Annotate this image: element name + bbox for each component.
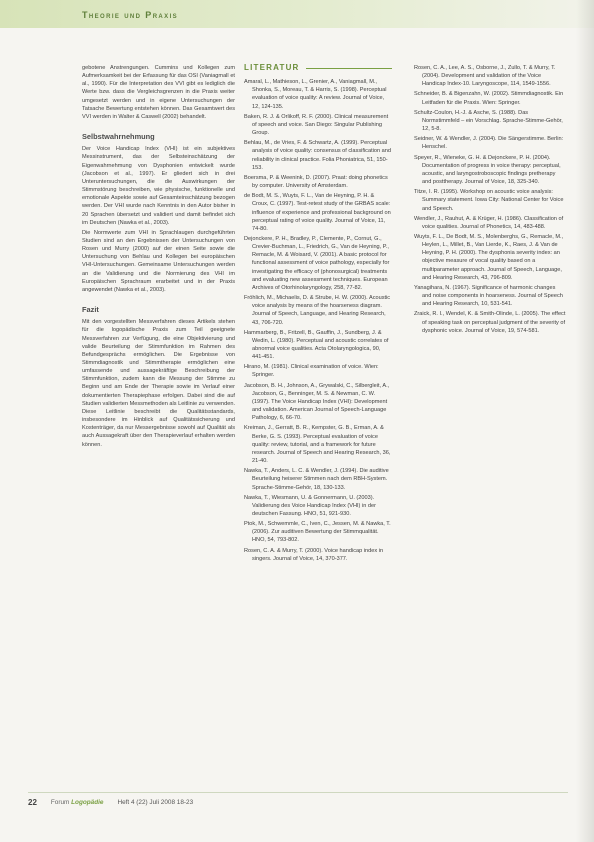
reference-entry: Boersma, P. & Weenink, D. (2007). Praat: doing phonetics by computer. University of Amsterdam. — [244, 174, 388, 190]
reference-entry: Fröhlich, M., Michaelis, D. & Strube, H. W. (2000). Acoustic voice analysis by means of the hoarseness diagram. Journal of Speech, Language, and Hearing Research, 43, 706-720. — [244, 295, 391, 326]
reference-entry: Yanagihara, N. (1967). Significance of harmonic changes and noise components in hoarseness. Journal of Speech and Hearing Research, 10, 531-541. — [414, 284, 563, 308]
journal-logo: Logopädie — [71, 798, 104, 806]
literatur-rule — [306, 68, 392, 69]
reference-entry: Nawka, T., Wiesmann, U. & Gonnermann, U. (2003). Validierung des Voice Handicap Index (VHI) in der deutschen Fassung. HNO, 51, 921-930. — [244, 494, 376, 517]
reference-entry: Behlau, M., de Vries, F. & Schwartz, A. (1999). Perceptual analysis of voice quality: consensus of classification and reliability in clinical practice. Folia Phoniatrica, 51, 150-153. — [244, 140, 391, 171]
reference-entry: Baken, R. J. & Orlikoff, R. F. (2000). Clinical measurement of speech and voice. San Diego: Singular Publishing Group. — [244, 113, 389, 137]
intro-paragraph: gebotene Anstrengungen. Cummins und Kollegen zum Aufmerksamkeit bei der Erfassung für das OSI (Vaniagmall et al., 1990). Für die Interpretation des VVI gibt es lediglich die Werte bzw. dass die Vergleichsgrenzen in die Praxis weiter umgesetzt werden und in eigene Untersuchungen der Tatsache Bewertung entstehen können. Das Gesamtwert des VVI werden in Walter & Caswell (2002) behandelt. — [82, 65, 235, 120]
paragraph-vhi: Der Voice Handicap Index (VHI) ist ein subjektives Messinstrument, das der Selbsteinschätzung der Eigenwahrnehmung von Dysphonien entwickelt wurde (Jacobson et al., 1997). Er gliedert sich in drei Unteruntersuchungen, die die Auswirkungen der Stimmstörung beschreiben, wie physische, funktionelle und emotionale Aspekte sowie auf Gesamteinschätzung bezogen werden. Der VHI wurde nach Kenntnis in den Autor bisher in 20 Sprachen übersetzt und validiert und damit befindet sich im Deutschen (Nawka et al., 2003). — [82, 146, 235, 226]
reference-entry: Schneider, B. & Bigenzahn, W. (2002). Stimmdiagnostik. Ein Leitfaden für die Praxis. Wien: Springer. — [414, 91, 564, 106]
left-column — [82, 64, 235, 451]
reference-entry: Dejonckere, P. H., Bradley, P., Clemente, P., Cornut, G., Crevier-Buchman, L., Friedrich, G., Van de Heyning, P., Remacle, M. & Woisard, V. (2001). A basic protocol for functional assessment of voice pathology, especially for investigating the efficacy of (phonosurgical) treatments and evaluating new assessment techniques. European Archives of Otorhinolaryngology, 258, 77-82. — [244, 235, 390, 291]
reference-entry: Kreiman, J., Gerratt, B. R., Kempster, G. B., Erman, A. & Berke, G. S. (1993). Perceptual evaluation of voice quality: review, tutorial, and a framework for future research. Journal of Speech and Hearing Research, 36, 21-40. — [244, 425, 391, 465]
reference-entry: Rosen, C. A., Lee, A. S., Osborne, J., Zullo, T. & Murry, T. (2004). Development and validation of the Voice Handicap Index-10. Laryngoscope, 114, 1549-1556. — [414, 65, 556, 88]
reference-entry: Rosen, C. A. & Murry, T. (2000). Voice handicap index in singers. Journal of Voice, 14, 370-377. — [244, 547, 384, 562]
paragraph-normwerte: Die Normwerte zum VHI in Sprachlaugen durchgeführten Studien sind an den Ergebnissen der Untersuchungen von Rosen und Murry (2000) auf der einen Seite sowie die Untersuchung von Behlau und Kollegen bei europäischen VHI-Untersuchungen. Gemeinsame Untersuchungen werden an die Validierung und die Normierung des VHI im Europäischen Sprachraum erarbeitet und in der Praxis angewendet (Nawka et al., 2003). — [82, 229, 235, 293]
reference-list-middle — [244, 78, 392, 563]
reference-entry: Speyer, R., Wieneke, G. H. & Dejonckere, P. H. (2004). Documentation of progress in voice therapy: perceptual, acoustic, and laryngostroboscopic findings pretherapy and posttherapy. Journal of Voice, 18, 325-340. — [414, 154, 561, 186]
paragraph-fazit: Mit den vorgestellten Messverfahren dieses Artikels stehen für die logopädische Praxis zum Teil geeignete Messverfahren zur Verfügung, die eine Objektivierung und valide Beurteilung der Stimmfunktion im Rahmen des Befundgesprächs ermöglichen. Die Ergebnisse von Stimmdiagnostik und Stimmtherapie ermöglichen eine umfassende und aussagekräftige Beschreibung der Stimmfunktion, zudem kann die Messung der Stimme zu Beginn und am Ende der Therapie sowie im Verlauf einer dokumentierten Therapiephase erfolgen. Dabei sind die auf Studien validierten Messmethoden als Leitlinie zu verwenden. Diese Leitlinie beschreibt die Qualitätsstandards, insbesondere im Hinblick auf Qualitätssicherung und Kostenträger, da nur Messergebnisse sowohl auf Qualität als auch Aussagekraft über den Therapieverlauf erhalten werden können. — [82, 319, 235, 448]
reference-entry: Hirano, M. (1981). Clinical examination of voice. Wien: Springer. — [244, 364, 379, 379]
page-edge-shadow — [576, 0, 594, 842]
page-footer — [28, 795, 568, 809]
literatur-heading — [244, 64, 392, 72]
reference-entry: Zraick, R. I., Wendel, K. & Smith-Olinde, L. (2005). The effect of speaking task on perceptual judgment of the severity of dysphonic voice. Journal of Voice, 19, 574-581. — [414, 311, 566, 334]
reference-entry: Amaral, L., Mathieson, L., Grenier, A., Vaniagmall, M., Shonka, S., Moreau, T. & Harris, S. (1998). Perceptual evaluation of voice quality: A review. Journal of Voice, 12, 124-135. — [244, 79, 387, 110]
journal-title: Forum — [50, 798, 70, 806]
heading-selbstwahrnehmung: Selbstwahrnehmung — [82, 132, 155, 142]
reference-entry: Wendler, J., Rauhut, A. & Krüger, H. (1986). Classification of voice qualities. Journal of Phonetics, 14, 483-488. — [414, 215, 564, 230]
section-header: Theorie und Praxis — [82, 10, 179, 20]
reference-entry: Wuyts, F. L., De Bodt, M. S., Molenberghs, G., Remacle, M., Heylen, L., Millet, B., Van Lierde, K., Raes, J. & Van de Heyning, P. H. (2000). The dysphonia severity index: an objective measure of vocal quality based on a multiparameter approach. Journal of Speech, Language, and Hearing Research, 43, 796-809. — [414, 233, 564, 281]
literatur-label: LITERATUR — [244, 63, 300, 72]
right-column — [414, 64, 566, 337]
reference-entry: Jacobson, B. H., Johnson, A., Grywalski, C., Silbergleit, A., Jacobson, G., Benninger, M. S. & Newman, C. W. (1997). The Voice Handicap Index (VHI): Development and validation. American Journal of Speech-Language Pathology, 6, 66-70. — [244, 382, 390, 422]
reference-entry: Hammarberg, B., Fritzell, B., Gauffin, J., Sundberg, J. & Wedin, L. (1980). Perceptual and acoustic correlates of abnormal voice qualities. Acta Otolaryngologica, 90, 441-451. — [244, 329, 389, 361]
reference-list-right — [414, 64, 566, 335]
middle-column — [244, 64, 392, 565]
footer-rule — [28, 792, 568, 793]
reference-entry: Titze, I. R. (1995). Workshop on acoustic voice analysis: Summary statement. Iowa City: National Center for Voice and Speech. — [414, 189, 564, 212]
reference-entry: Ptok, M., Schwemmle, C., Iven, C., Jessen, M. & Nawka, T. (2006). Zur auditiven Bewertung der Stimmqualität. HNO, 54, 793-802. — [244, 521, 391, 544]
reference-entry: Seidner, W. & Wendler, J. (2004). Die Sängerstimme. Berlin: Henschel. — [414, 136, 564, 151]
reference-entry: Schultz-Coulon, H.-J. & Asche, S. (1988). Das Normstimmfeld – ein Vorschlag. Sprache-Stimme-Gehör, 12, 5-8. — [414, 109, 563, 133]
journal-name — [51, 799, 104, 806]
reference-entry: de Bodt, M. S., Wuyts, F. L., Van de Heyning, P. H. & Croux, C. (1997). Test-retest study of the GRBAS scale: influence of experience and professional background on perceptual rating of voice quality. Journal of Voice, 11, 74-80. — [244, 193, 391, 232]
heading-fazit: Fazit — [82, 305, 99, 315]
reference-entry: Nawka, T., Anders, L. C. & Wendler, J. (1994). Die auditive Beurteilung heiserer Stimmen nach dem RBH-System. Sprache-Stimme-Gehör, 18, 130-133. — [244, 468, 389, 491]
page-number: 22 — [28, 797, 37, 807]
issue-info: Heft 4 (22) Juli 2008 18-23 — [117, 798, 194, 806]
